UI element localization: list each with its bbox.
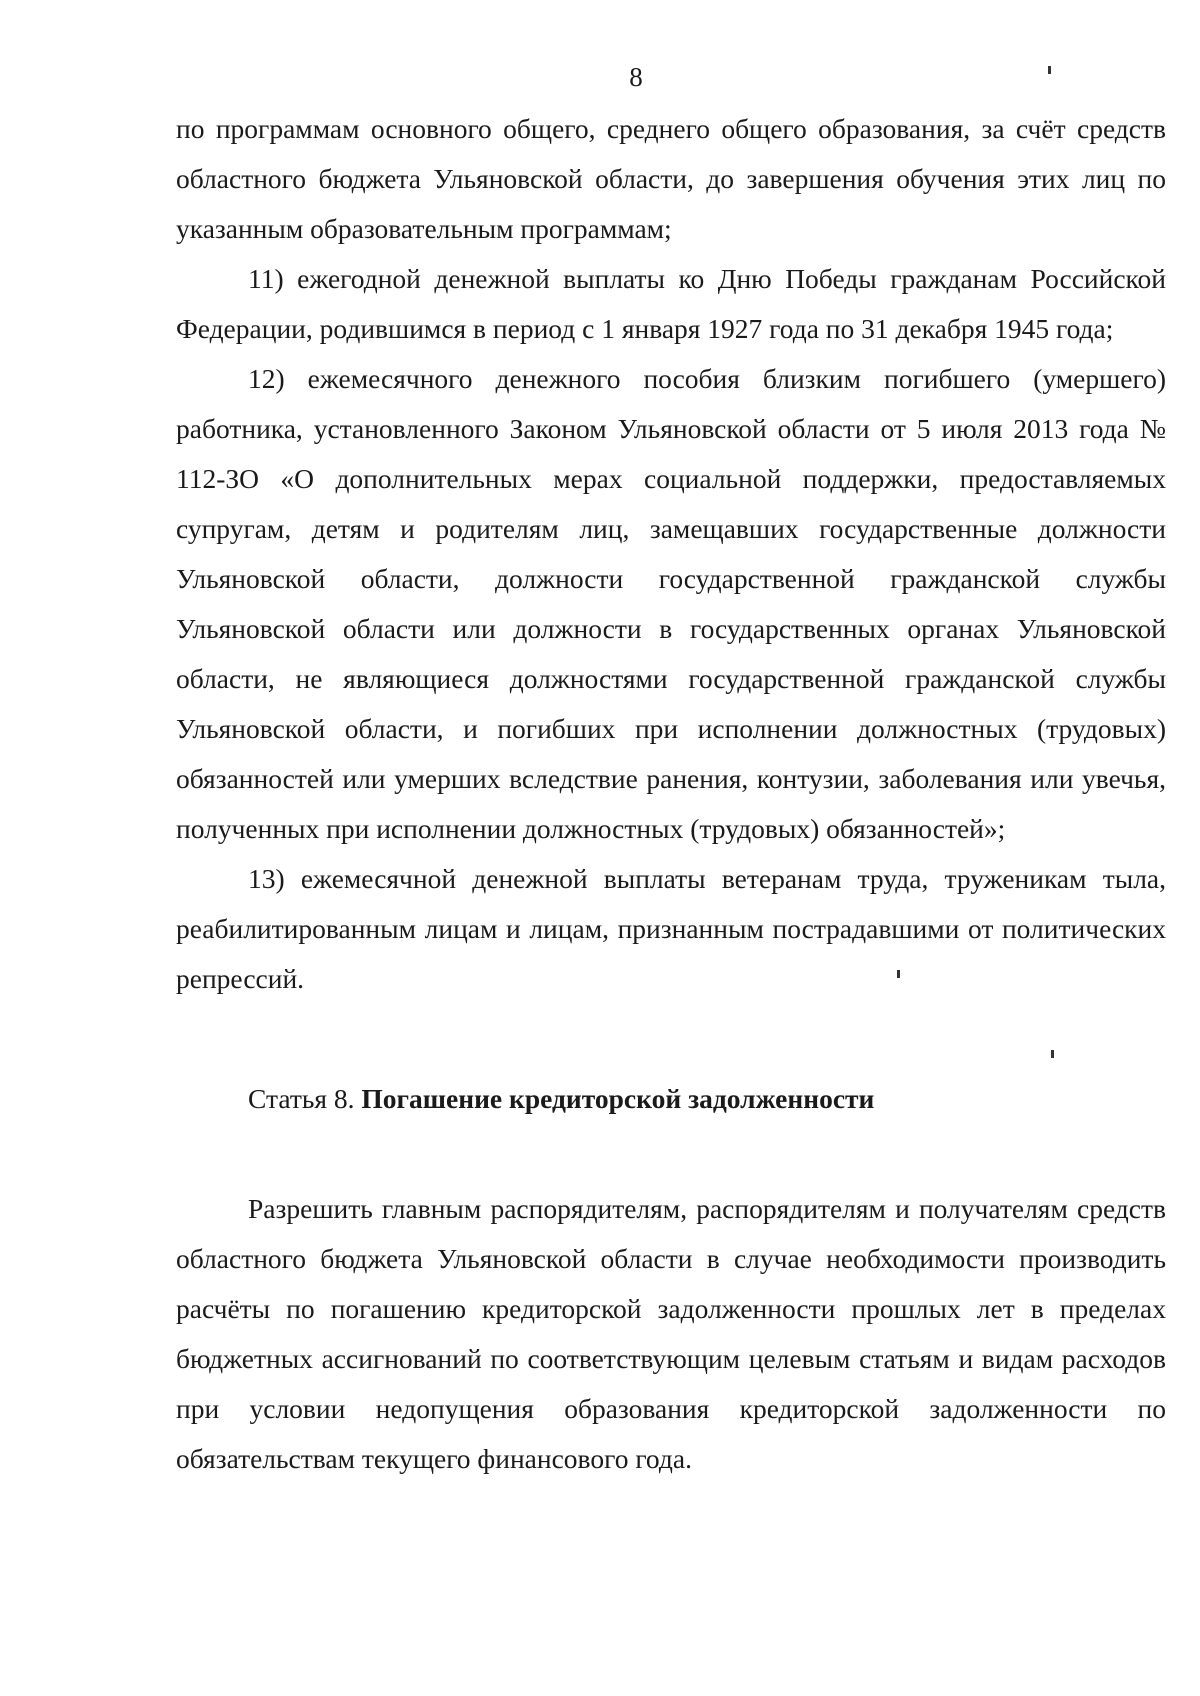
paragraph-continuation: по программам основного общего, среднего общего образования, за счёт средств областного бюджета Ульяновской области, до завершения обучения этих лиц по указанным образовательным программам; — [176, 113, 1166, 244]
section-gap — [176, 1004, 1166, 1074]
section-gap — [176, 1124, 1166, 1184]
article-8-paragraph: Разрешить главным распорядителям, распорядителям и получателям средств областного бюджета Ульяновской области в случае необходимости производить расчёты по погашению кредиторской задолженности прошлых лет в пределах бюджетных ассигнований по соответствующим целевым статьям и видам расходов при условии недопущения образования кредиторской задолженности по обязательствам текущего финансового года. — [176, 1193, 1166, 1474]
list-item-12: 12) ежемесячного денежного пособия близким погибшего (умершего) работника, установленного Законом Ульяновской области от 5 июля 2013 года № 112-ЗО «О дополнительных мерах социальной поддержки, предоставляемых супругам, детям и родителям лиц, замещавших государственные должности Ульяновской области, должности государственной гражданской службы Ульяновской области или должности в государственных органах Ульяновской области, не являющиеся должностями государственной гражданской службы Ульяновской области, и погибших при исполнении должностных (трудовых) обязанностей или умерших вследствие ранения, контузии, заболевания или увечья, полученных при исполнении должностных (трудовых) обязанностей»; — [176, 363, 1166, 844]
list-item-13: 13) ежемесячной денежной выплаты ветеранам труда, труженикам тыла, реабилитированным лицам и лицам, признанным пострадавшими от политических репрессий. — [176, 863, 1166, 994]
document-body — [176, 104, 1166, 1484]
scan-speck — [897, 970, 900, 978]
scan-speck — [1051, 1050, 1054, 1058]
article-heading — [176, 1074, 1166, 1124]
article-title: Погашение кредиторской задолженности — [361, 1083, 875, 1114]
page-number: 8 — [629, 62, 643, 92]
article-label: Статья 8. — [248, 1083, 355, 1114]
scan-speck — [1048, 66, 1051, 74]
list-item-11: 11) ежегодной денежной выплаты ко Дню Победы гражданам Российской Федерации, родившимся в период с 1 января 1927 года по 31 декабря 1945 года; — [176, 263, 1166, 344]
